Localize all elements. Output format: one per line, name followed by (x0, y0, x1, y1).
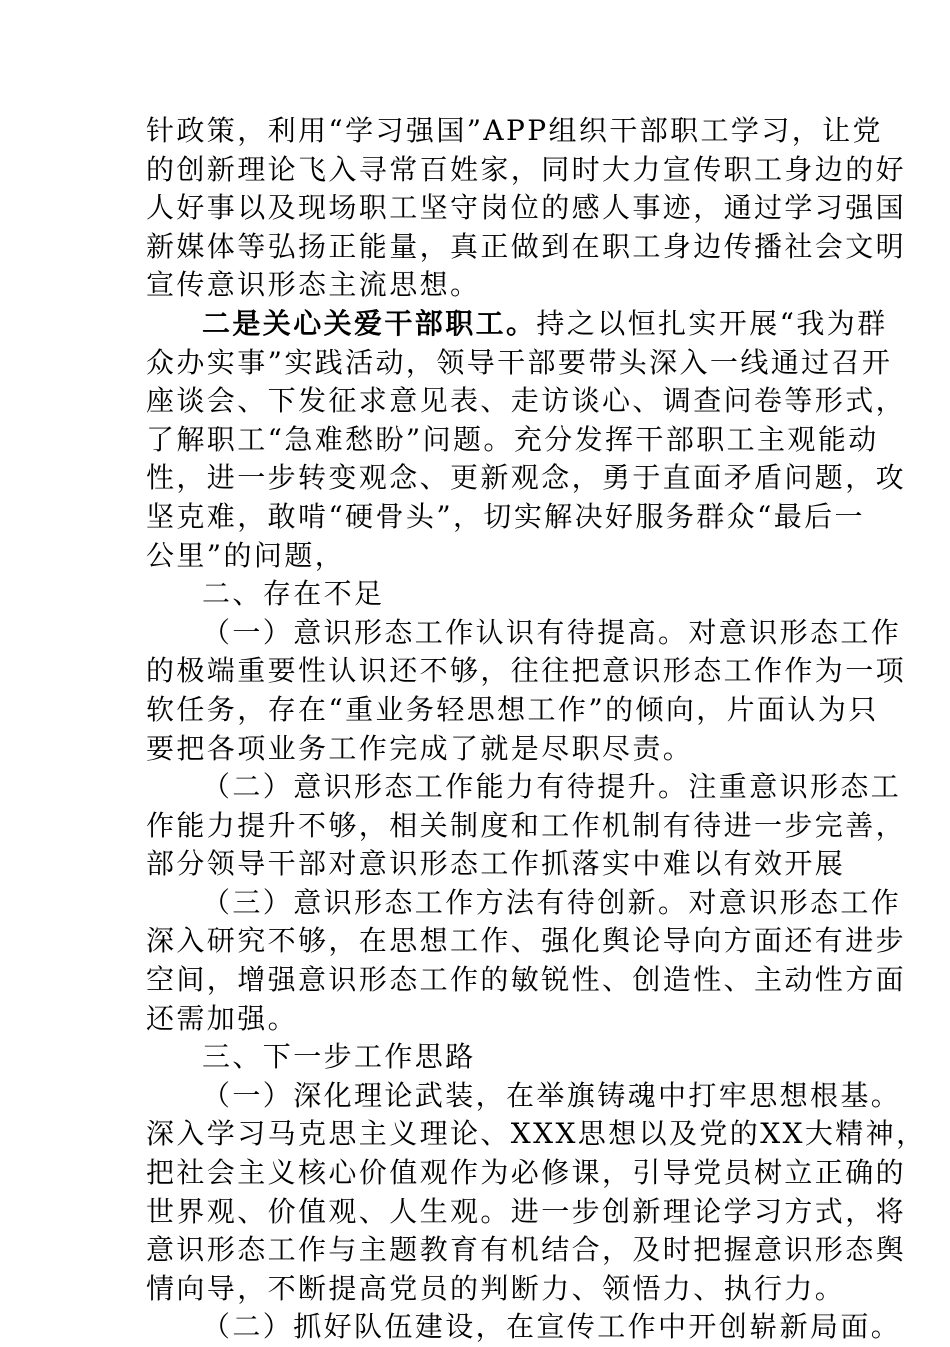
body-text: （二）意识形态工作能力有待提升。 (202, 770, 689, 804)
body-text: 的极端重要性认识还不够，往往把意识形态工作作为一项 (146, 654, 907, 688)
text-line (146, 459, 907, 498)
text-line (146, 498, 865, 537)
body-text: 空间，增强意识形态工作的敏锐性、创造性、主动性方面 (146, 963, 907, 997)
text-line (146, 884, 902, 923)
body-text: 意识形态工作与主题教育有机结合，及时把握意识形态舆 (146, 1233, 907, 1267)
body-text: 了解职工“急难愁盼”问题。充分发挥干部职工主观能动 (146, 422, 879, 456)
text-line (146, 228, 907, 267)
text-line (146, 344, 893, 383)
body-text: 作能力提升不够，相关制度和工作机制有待进一步完善， (146, 808, 907, 842)
body-text: 二、存在不足 (202, 577, 385, 611)
body-text: 深入研究不够，在思想工作、强化舆论导向方面还有进步 (146, 924, 907, 958)
body-text: 针政策，利用“学习强国”APP组织干部职工学习，让党 (146, 114, 883, 147)
text-line (146, 112, 883, 151)
body-text: 对意识形态工作 (688, 885, 902, 919)
body-text: 坚克难，敢啃“硬骨头”，切实解决好服务群众“最后一 (146, 499, 865, 533)
text-line (146, 1077, 902, 1116)
text-line (146, 845, 846, 884)
text-line (146, 1308, 902, 1347)
body-text: 情向导，不断提高党员的判断力、领悟力、执行力。 (146, 1271, 846, 1305)
body-text: 把社会主义核心价值观作为必修课，引导党员树立正确的 (146, 1156, 907, 1190)
body-text: （三）意识形态工作方法有待创新。 (202, 885, 689, 919)
text-line (146, 537, 810, 576)
text-line (146, 614, 902, 653)
text-line (146, 768, 902, 807)
text-line (146, 691, 879, 730)
text-line (146, 961, 907, 1000)
body-text: 的创新理论飞入寻常百姓家，同时大力宣传职工身边的好 (146, 152, 907, 186)
body-text: 性，进一步转变观念、更新观念，勇于直面矛盾问题，攻 (146, 461, 907, 495)
body-text: （一）意识形态工作认识有待提高。 (202, 615, 689, 649)
body-text: 持之以恒扎实开展“我为群 (536, 306, 888, 340)
text-line (146, 1193, 907, 1232)
text-line (146, 1231, 907, 1270)
body-text: 人好事以及现场职工坚守岗位的感人事迹，通过学习强国 (146, 191, 907, 225)
text-line (146, 1038, 810, 1077)
text-line (146, 151, 907, 190)
body-text: 要把各项业务工作完成了就是尽职尽责。 (146, 731, 694, 765)
text-line (146, 1154, 907, 1193)
text-line (146, 266, 810, 305)
text-line (146, 382, 907, 421)
body-text: 众办实事”实践活动，领导干部要带头深入一线通过召开 (146, 345, 893, 379)
text-line (146, 922, 907, 961)
body-text: （一）深化理论武装，在举旗铸魂中打牢思想根基。 (202, 1078, 902, 1112)
text-line (146, 1115, 927, 1154)
body-text: 座谈会、下发征求意见表、走访谈心、调查问卷等形式， (146, 384, 907, 418)
body-text: 软任务，存在“重业务轻思想工作”的倾向，片面认为只 (146, 692, 879, 726)
body-text: 深入学习马克思主义理论、XXX思想以及党的XX大精神， (146, 1117, 927, 1151)
body-text: 注重意识形态工 (688, 770, 902, 804)
text-line (146, 305, 888, 344)
bold-text: 二是关心关爱干部职工。 (202, 306, 537, 340)
text-line (146, 189, 907, 228)
body-text: 宣传意识形态主流思想。 (146, 268, 481, 302)
text-line (146, 730, 810, 769)
body-text: 新媒体等弘扬正能量，真正做到在职工身边传播社会文明 (146, 229, 907, 263)
body-text: 公里”的问题， (146, 538, 346, 572)
text-line (146, 421, 879, 460)
body-text: 世界观、价值观、人生观。进一步创新理论学习方式，将 (146, 1194, 907, 1228)
text-line (146, 652, 907, 691)
body-text: 三、下一步工作思路 (202, 1040, 476, 1074)
body-text: （二）抓好队伍建设，在宣传工作中开创崭新局面。 (202, 1310, 902, 1344)
text-line (146, 807, 907, 846)
text-line (146, 575, 810, 614)
text-line (146, 1000, 810, 1039)
body-text: 对意识形态工作 (688, 615, 902, 649)
text-line (146, 1270, 846, 1309)
body-text: 还需加强。 (146, 1001, 299, 1035)
body-text: 部分领导干部对意识形态工作抓落实中难以有效开展 (146, 847, 846, 881)
